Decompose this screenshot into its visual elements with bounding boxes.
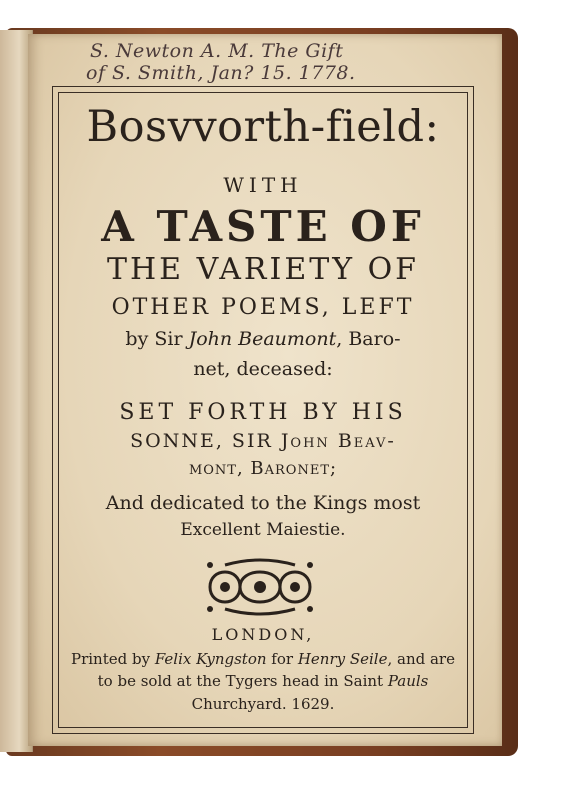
title-dedicated: And dedicated to the Kings most [105, 492, 421, 514]
title-variety: THE VARIETY OF [107, 252, 419, 287]
imprint-sold-at: to be sold at the Tygers head in Saint Pauls [97, 672, 429, 690]
title-taste: A TASTE OF [101, 202, 425, 251]
main-title: Bosvvorth-field: [86, 102, 440, 152]
title-other-poems: OTHER POEMS, LEFT [111, 295, 415, 320]
inscription-line-1: S. Newton A. M. The Gift [90, 40, 344, 62]
title-majestie: Excellent Maiestie. [180, 520, 346, 540]
imprint-city: LONDON, [211, 625, 315, 644]
title-mont: mont, Baronet; [188, 458, 338, 479]
imprint-printed-by: Printed by Felix Kyngston for Henry Seile, and are [71, 650, 455, 668]
inscription-line-2: of S. Smith, Jan? 15. 1778. [86, 62, 356, 84]
title-with: WITH [223, 173, 303, 197]
title-deceased: net, deceased: [193, 358, 333, 380]
title-set-forth: SET FORTH BY HIS [119, 400, 407, 425]
author-name: John Beaumont [188, 328, 337, 350]
printers-ornament [200, 557, 320, 617]
title-by-line: by Sir John Beaumont, Baro- [125, 328, 401, 350]
imprint-churchyard: Churchyard. 1629. [191, 695, 335, 713]
title-sonne: SONNE, SIR John Beav- [130, 430, 396, 452]
